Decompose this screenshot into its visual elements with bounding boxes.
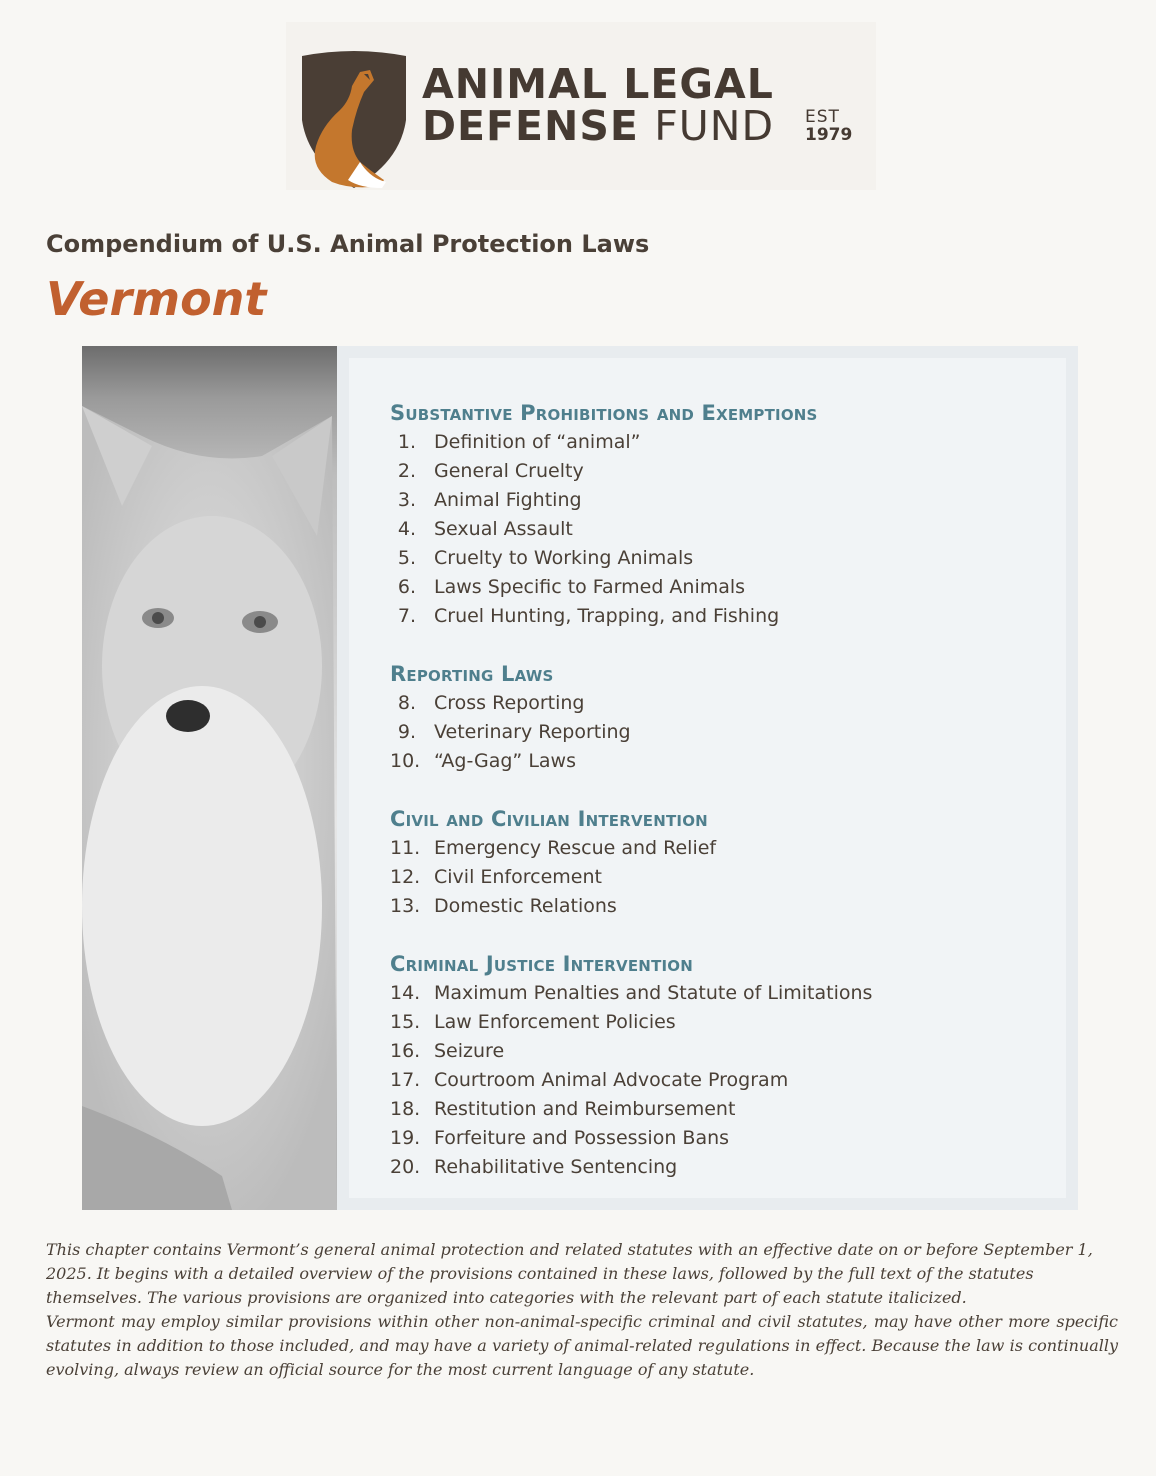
fox-photo xyxy=(82,346,337,1210)
toc-item-number: 11. xyxy=(390,837,421,859)
toc-item-number: 12. xyxy=(390,866,421,888)
toc-item[interactable] xyxy=(390,892,1050,921)
toc-item[interactable] xyxy=(390,863,1050,892)
toc-item-number: 3. xyxy=(397,489,416,511)
toc-item-number: 18. xyxy=(390,1098,421,1120)
toc-item[interactable] xyxy=(390,747,1050,776)
toc-item-label: Rehabilitative Sentencing xyxy=(434,1156,678,1178)
chapter-note xyxy=(46,1238,1118,1382)
toc-item[interactable] xyxy=(390,544,1050,573)
toc-item-number: 16. xyxy=(390,1040,421,1062)
section-spacer xyxy=(390,776,1050,804)
toc-list xyxy=(390,398,1050,1182)
logo-text-line1: ANIMAL LEGAL xyxy=(422,60,774,108)
logo-established xyxy=(805,108,852,144)
toc-item-number: 10. xyxy=(390,750,421,772)
toc-item[interactable] xyxy=(390,573,1050,602)
toc-item-number: 17. xyxy=(390,1069,421,1091)
chapter-note-paragraph-2: Vermont may employ similar provisions within other non-animal-specific criminal and civil statutes, may have other more specific statutes in addition to those included, and may have a variety of animal-related regulations in effect. Because the law is continually evolving, always review an official source for the most current language of any statute. xyxy=(46,1312,1118,1379)
page-subtitle: Compendium of U.S. Animal Protection Laws xyxy=(46,230,650,258)
toc-item[interactable] xyxy=(390,834,1050,863)
toc-item-number: 6. xyxy=(397,576,416,598)
toc-section-heading: Civil and Civilian Intervention xyxy=(390,807,708,831)
toc-item-label: Emergency Rescue and Relief xyxy=(434,837,717,859)
toc-item-label: Seizure xyxy=(434,1040,505,1062)
toc-item-number: 14. xyxy=(390,982,421,1004)
toc-item[interactable] xyxy=(390,979,1050,1008)
toc-panel xyxy=(349,358,1066,1198)
toc-item-number: 13. xyxy=(390,895,421,917)
page-title: Vermont xyxy=(46,272,267,326)
toc-item-label: “Ag-Gag” Laws xyxy=(434,750,576,772)
fox-illustration-icon xyxy=(82,346,337,1210)
toc-item-label: Cruelty to Working Animals xyxy=(434,547,694,569)
toc-item-number: 4. xyxy=(397,518,416,540)
toc-item-label: Cruel Hunting, Trapping, and Fishing xyxy=(434,605,780,627)
toc-item-number: 5. xyxy=(397,547,416,569)
toc-item-number: 8. xyxy=(397,692,416,714)
toc-item[interactable] xyxy=(390,602,1050,631)
toc-item-number: 9. xyxy=(397,721,416,743)
toc-item-label: Domestic Relations xyxy=(434,895,617,917)
toc-item-label: Animal Fighting xyxy=(434,489,582,511)
toc-item[interactable] xyxy=(390,689,1050,718)
toc-item-number: 1. xyxy=(397,431,416,453)
toc-item-label: Definition of “animal” xyxy=(434,431,641,453)
toc-item[interactable] xyxy=(390,1124,1050,1153)
toc-item-label: Law Enforcement Policies xyxy=(434,1011,676,1033)
toc-item[interactable] xyxy=(390,515,1050,544)
toc-item-label: Veterinary Reporting xyxy=(434,721,631,743)
toc-item[interactable] xyxy=(390,1095,1050,1124)
shield-fox-icon xyxy=(300,50,408,190)
toc-item[interactable] xyxy=(390,428,1050,457)
toc-item[interactable] xyxy=(390,1153,1050,1182)
toc-item[interactable] xyxy=(390,718,1050,747)
table-of-contents xyxy=(337,346,1078,1210)
logo xyxy=(286,22,876,190)
toc-item-number: 20. xyxy=(390,1156,421,1178)
toc-item[interactable] xyxy=(390,486,1050,515)
toc-item[interactable] xyxy=(390,1066,1050,1095)
toc-item-number: 15. xyxy=(390,1011,421,1033)
toc-item-label: Civil Enforcement xyxy=(434,866,602,888)
logo-text-defense: DEFENSE xyxy=(422,102,639,150)
toc-item-label: Restitution and Reimbursement xyxy=(434,1098,736,1120)
toc-item-label: Maximum Penalties and Statute of Limitations xyxy=(434,982,873,1004)
toc-item-label: Courtroom Animal Advocate Program xyxy=(434,1069,789,1091)
toc-item-label: Laws Specific to Farmed Animals xyxy=(434,576,746,598)
toc-item-number: 19. xyxy=(390,1127,421,1149)
logo-est-year: 1979 xyxy=(805,125,853,145)
section-spacer xyxy=(390,631,1050,659)
logo-text-line2 xyxy=(422,102,774,150)
toc-item-label: Sexual Assault xyxy=(434,518,573,540)
logo-est-label: EST xyxy=(805,107,840,127)
toc-item-number: 2. xyxy=(397,460,416,482)
toc-item-label: General Cruelty xyxy=(434,460,584,482)
toc-item-label: Cross Reporting xyxy=(434,692,585,714)
toc-section-heading: Criminal Justice Intervention xyxy=(390,952,693,976)
chapter-note-paragraph-1: This chapter contains Vermont’s general animal protection and related statutes with an effective date on or before September 1, 2025. It begins with a detailed overview of the provisions contained in these laws, followed by the full text of the statutes themselves. The various provisions are organized into categories with the relevant part of each statute italicized. xyxy=(46,1240,1093,1307)
toc-section-heading: Reporting Laws xyxy=(390,662,554,686)
toc-item-label: Forfeiture and Possession Bans xyxy=(434,1127,730,1149)
toc-item[interactable] xyxy=(390,1037,1050,1066)
logo-text-fund: FUND xyxy=(654,102,775,150)
toc-item[interactable] xyxy=(390,457,1050,486)
toc-item-number: 7. xyxy=(397,605,416,627)
toc-section-heading: Substantive Prohibitions and Exemptions xyxy=(390,401,818,425)
toc-item[interactable] xyxy=(390,1008,1050,1037)
section-spacer xyxy=(390,921,1050,949)
